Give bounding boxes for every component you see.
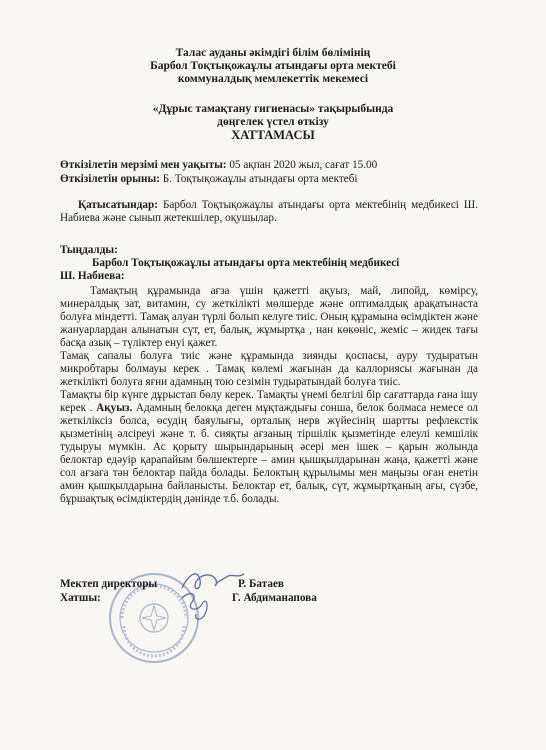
body-paragraph-3-start: Тамақты бір күнге дұрыстап бөлу керек. Тамақты үнемі белгілі бір сағаттарда ғана ішу керек . <box>60 389 478 414</box>
speaker-line-2: Ш. Набиева: <box>60 270 125 282</box>
date-line <box>60 159 377 172</box>
topic-line-2: дөңгелек үстел өткізу <box>217 116 329 128</box>
body-paragraph-3 <box>60 389 478 506</box>
place-label: Өткізілетін орыны: <box>60 173 160 185</box>
topic-line-1: «Дұрыс тамақтану гигиенасы» тақырыбында <box>152 103 394 115</box>
header-line-3: коммуналдық мемлекеттік мекемесі <box>177 73 369 85</box>
body-paragraph-3-rest: Адамның белокқа деген мұқтаждығы сонша, белок болмаса немесе ол жеткіліксіз болса, өсудің баяулығы, орталық нерв жүйесінің шартты рефлекстік қызметінің әлсіреуі және т. б. сияқты ағзаның тіршілік қызметінде елеулі кемшілік тудыруы мүмкін. Ас қорыту шырындарының әсері мен ішек – қарын жолында белоктар едәуір қарапайым бөлшектерге – амин қышқылдарынан жаңа, қажетті және сол ағзаға тән белоктар пайда болады. Белоктың құрылымы мен маңызы оған енетін амин қышқылдарына байланысты. Белоктар ет, балық, сүт, жұмыртқаның ағы, сүзбе, бұршақтық өсімдіктердің дәнінде т.б. болады. <box>60 402 478 505</box>
header-line-2: Барбол Тоқтықожаұлы атындағы орта мектебі <box>150 60 396 72</box>
header-line-1: Талас ауданы әкімдігі білім бөлімінің <box>175 47 371 59</box>
participants-text: Барбол Тоқтықожаұлы атындағы орта мектебінің медбикесі Ш. Набиева және сынып жетекшілер, оқушылар. <box>60 199 479 224</box>
participants-label: Қатысатындар: <box>78 199 158 211</box>
body-paragraph-2: Тамақ сапалы болуға тиіс және құрамында зиянды қоспасы, ауру тудыратын микробтары болмауы керек . Тамақ көлемі жағынан да каллориясы жағынан да жеткілікті болуға яғни адамның тою сезімін тудыратындай болуға тиіс. <box>60 350 478 388</box>
document-title: ХАТТАМАСЫ <box>231 128 315 142</box>
speaker-line-1: Барбол Тоқтықожаұлы атындағы орта мектебінің медбикесі <box>92 257 400 269</box>
director-name: Р. Батаев <box>238 578 284 590</box>
body-paragraph-1: Тамақтың құрамында ағза үшін қажетті ақуыз, май, липойд, көмірсу, минералдық зат, витамин, су жеткілікті мөлшерде және оптималдық арақатынаста болуға міндетті. Тамақ алуан түрлі болып келуге тиіс. Оның құрамына өсімдіктен және жануарлардан алынатын сүт, ет, балық, жұмыртқа , нан көкөніс, жеміс – жидек тағы басқа азық – түліктер енуі қажет. <box>60 285 478 349</box>
body-paragraph-3-bold: Ақуыз. <box>96 402 133 414</box>
secretary-signature <box>176 588 216 624</box>
date-value: 05 ақпан 2020 жыл, сағат 15.00 <box>226 159 378 171</box>
date-label: Өткізілетін мерзімі мен уақыты: <box>60 159 227 171</box>
participants-paragraph <box>60 199 478 225</box>
secretary-name: Г. Абдиманапова <box>232 592 317 604</box>
place-line <box>60 173 358 186</box>
listened-label: Тыңдалды: <box>60 244 118 256</box>
director-label: Мектеп директоры <box>60 578 158 590</box>
secretary-label: Хатшы: <box>60 592 101 604</box>
place-value: Б. Тоқтықожаұлы атындағы орта мектебі <box>159 173 358 185</box>
